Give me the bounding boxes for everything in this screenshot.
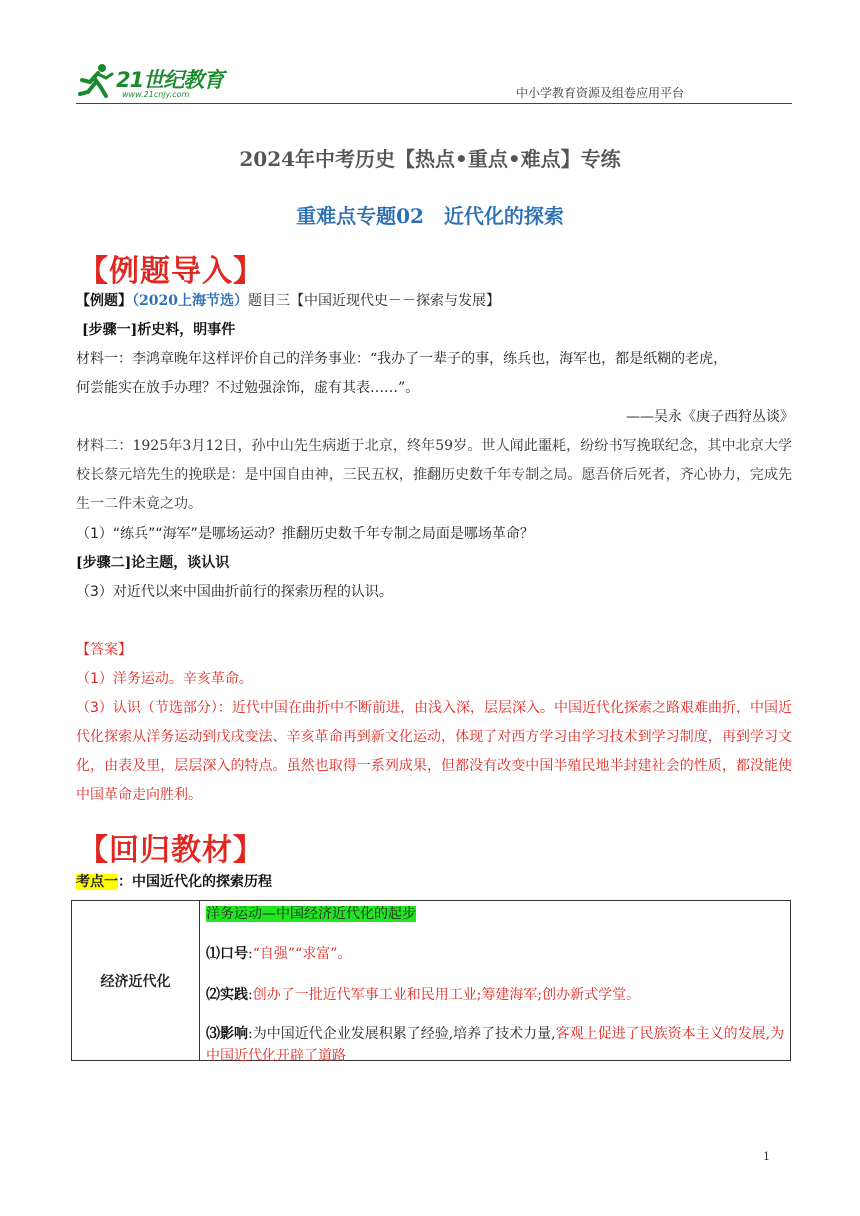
impact-black: 为中国近代企业发展积累了经验,培养了技术力量, bbox=[252, 1026, 556, 1042]
practice-label: ⑵实践 bbox=[206, 987, 248, 1003]
page-number: 1 bbox=[763, 1150, 770, 1163]
slogan-label: ⑴口号 bbox=[206, 946, 248, 962]
example-source: （2020上海节选） bbox=[132, 293, 248, 309]
table-heading-text: 洋务运动—中国经济近代化的起步 bbox=[206, 906, 416, 922]
material2: 材料二：1925年3月12日，孙中山先生病逝于北京，终年59岁。世人闻此噩耗，纷纷书写挽联纪念，其中北京大学校长蔡元培先生的挽联是：是中国自由神，三民五权，推翻历史数千年专制之局。愿吾侪后死者，齐心协力，完成先生一二件未竟之功。 bbox=[76, 438, 792, 512]
page-header bbox=[76, 58, 792, 104]
table-row-label: 经济近代化 bbox=[72, 901, 200, 1060]
kaodian-title: ：中国近代化的探索历程 bbox=[118, 874, 272, 890]
runner-icon bbox=[76, 62, 116, 98]
question-1: （1）“练兵”“海军”是哪场运动？推翻历史数千年专制之局面是哪场革命？ bbox=[76, 526, 534, 542]
table-slogan: ⑴口号:“自强”“求富”。 bbox=[206, 946, 352, 962]
example-topic: 题目三【中国近现代史－－探索与发展】 bbox=[247, 293, 500, 309]
page-subtitle: 重难点专题02 近代化的探索 bbox=[296, 204, 564, 228]
content-table bbox=[71, 900, 791, 1064]
platform-name: 中小学教育资源及组卷应用平台 bbox=[515, 86, 684, 100]
page-title: 2024年中考历史【热点•重点•难点】专练 bbox=[239, 147, 621, 171]
example-banner: 【例题导入】 bbox=[78, 254, 264, 289]
answer-label: 【答案】 bbox=[76, 642, 132, 658]
example-label: 【例题】 bbox=[76, 293, 132, 309]
material1-source: ——吴永《庚子西狩丛谈》 bbox=[626, 409, 794, 425]
material1-line2: 何尝能实在放手办理？不过勉强涂饰，虚有其表……”。 bbox=[76, 380, 420, 396]
example-header-line bbox=[76, 291, 796, 311]
kaodian-label: 考点一 bbox=[76, 874, 118, 890]
logo bbox=[76, 62, 246, 102]
kaodian-heading bbox=[76, 872, 796, 892]
question-3: （3）对近代以来中国曲折前行的探索历程的认识。 bbox=[76, 584, 393, 600]
practice-value: 创办了一批近代军事工业和民用工业;筹建海军;创办新式学堂。 bbox=[252, 987, 641, 1003]
step1-heading: [步骤一]析史料，明事件 bbox=[82, 322, 236, 338]
logo-url: www.21cnjy.com bbox=[122, 90, 190, 99]
answer-3: （3）认识（节选部分）：近代中国在曲折中不断前进，由浅入深，层层深入。中国近代化探索之路艰难曲折，中国近代化探索从洋务运动到戊戌变法、辛亥革命再到新文化运动，体现了对西方学习由学习技术到学习制度，再到学习文化，由表及里，层层深入的特点。虽然也取得一系列成果，但都没有改变中国半殖民地半封建社会的性质，都没能使中国革命走向胜利。 bbox=[76, 700, 792, 803]
impact-red: 客观上促进了民族资本主义的发展,为中国近代化开辟了道路 bbox=[206, 1026, 785, 1064]
textbook-banner: 【回归教材】 bbox=[78, 833, 264, 868]
impact-label: ⑶影响 bbox=[206, 1026, 248, 1042]
logo-text: 21世纪教育 bbox=[116, 68, 224, 92]
material1-line1: 材料一：李鸿章晚年这样评价自己的洋务事业：“我办了一辈子的事，练兵也，海军也，都是纸糊的老虎， bbox=[76, 351, 728, 367]
table-impact: ⑶影响:为中国近代企业发展积累了经验,培养了技术力量,客观上促进了民族资本主义的发展,为中国近代化开辟了道路 bbox=[206, 1026, 785, 1064]
answer-1: （1）洋务运动。辛亥革命。 bbox=[76, 671, 253, 687]
step2-heading: [步骤二]论主题，谈认识 bbox=[76, 555, 230, 571]
slogan-value: “自强”“求富”。 bbox=[252, 946, 352, 962]
table-practice: ⑵实践:创办了一批近代军事工业和民用工业;筹建海军;创办新式学堂。 bbox=[206, 987, 641, 1003]
table-heading bbox=[206, 903, 786, 925]
